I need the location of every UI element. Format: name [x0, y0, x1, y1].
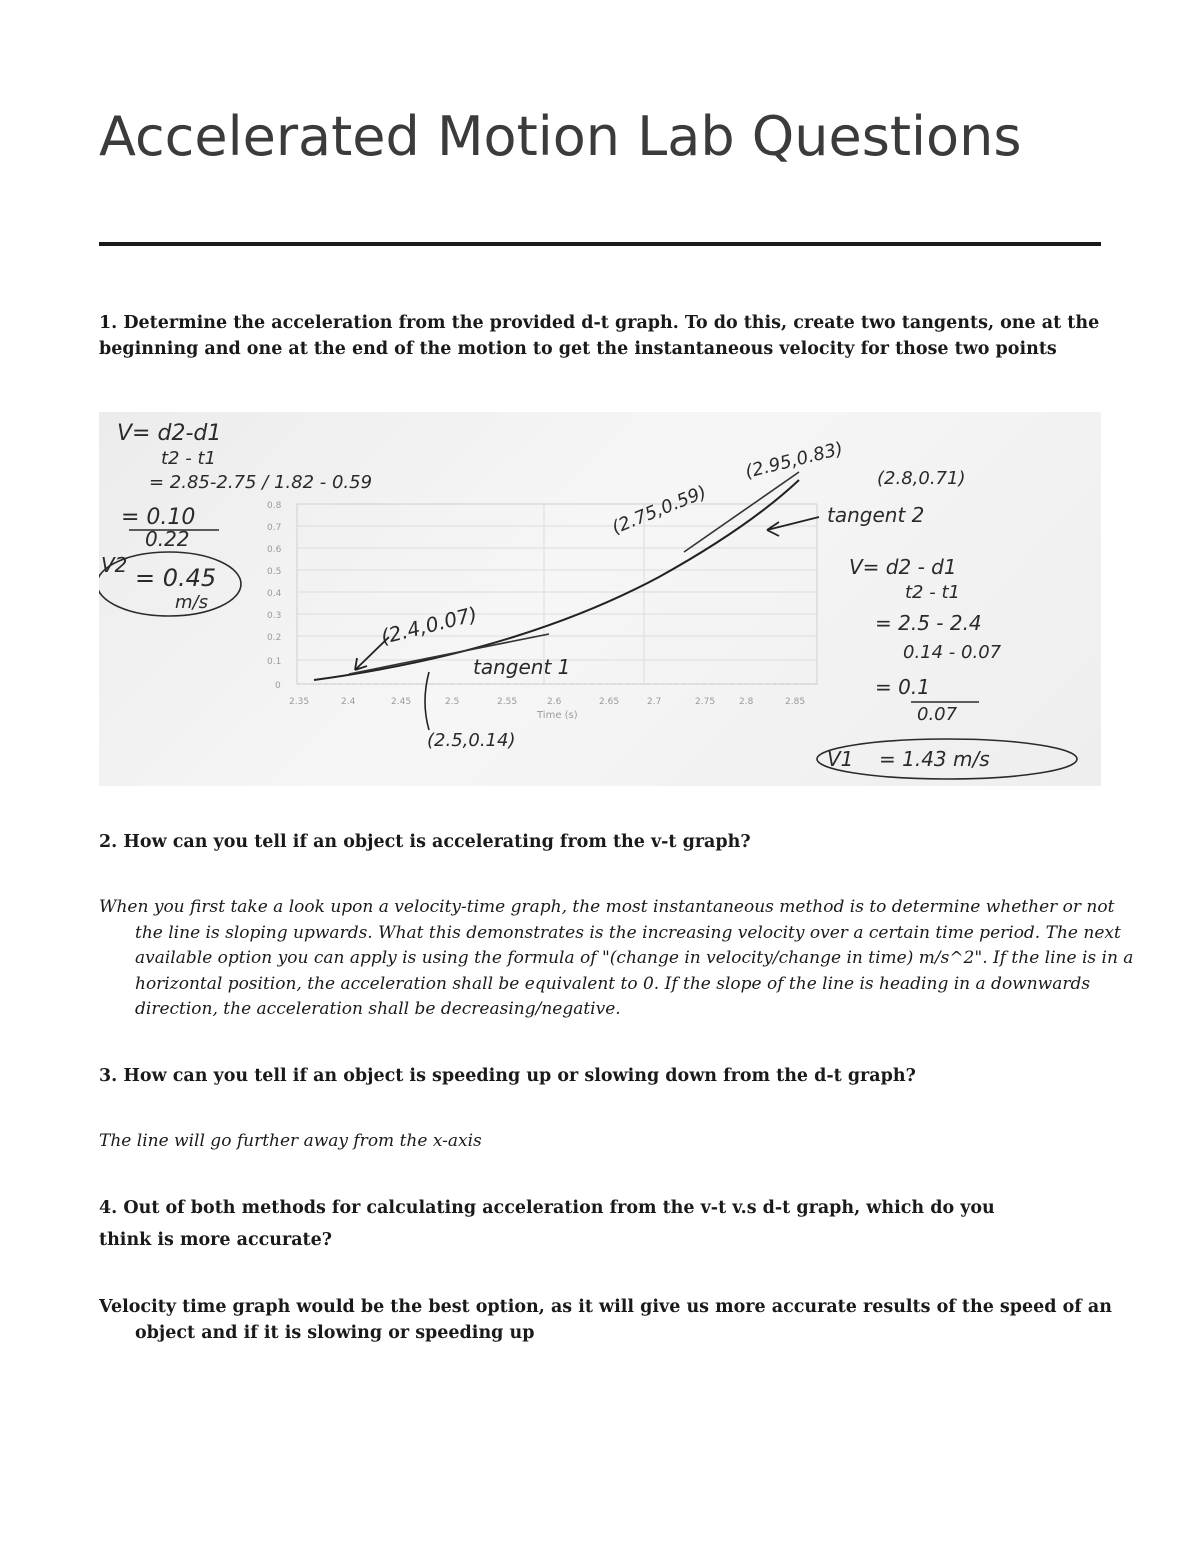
x-tick: 2.5 [445, 697, 460, 707]
x-tick: 2.8 [739, 697, 754, 707]
y-tick: 0 [275, 681, 281, 691]
x-tick: 2.6 [547, 697, 562, 707]
x-tick: 2.4 [341, 697, 356, 707]
x-tick: 2.65 [599, 697, 620, 707]
y-tick: 0.7 [267, 523, 282, 533]
right-work-line: = 1.43 m/s [879, 747, 990, 771]
x-tick: 2.75 [695, 697, 716, 707]
x-tick: 2.85 [785, 697, 806, 707]
title-rule [99, 242, 1101, 246]
right-work-line: 0.14 - 0.07 [903, 642, 1002, 663]
question-3: 3. How can you tell if an object is speeding up or slowing down from the d-t graph? [99, 1066, 916, 1086]
point-label: (2.5,0.14) [427, 730, 516, 751]
y-tick: 0.6 [267, 545, 282, 555]
left-work-line: = 2.85-2.75 / 1.82 - 0.59 [149, 472, 373, 493]
x-tick: 2.7 [647, 697, 662, 707]
right-work-line: = 0.1 [875, 675, 930, 699]
right-work-line: t2 - t1 [905, 582, 960, 603]
question-4-line-1: 4. Out of both methods for calculating acceleration from the v-t v.s d-t graph, which do you [99, 1198, 995, 1218]
answer-3: The line will go further away from the x-axis [99, 1131, 482, 1151]
question-1: 1. Determine the acceleration from the provided d-t graph. To do this, create two tangents, one at the beginning and one at the end of the motion to get the instantaneous velocity for those two points [99, 313, 1100, 359]
x-tick: 2.35 [289, 697, 310, 707]
right-work-line: V1 [827, 747, 854, 771]
right-work-line: V= d2 - d1 [849, 555, 957, 579]
point-label: (2.95,0.83) [743, 438, 846, 483]
right-work-line: = 2.5 - 2.4 [875, 611, 982, 635]
graph-photo-svg [99, 412, 1101, 786]
y-tick: 0.5 [267, 567, 282, 577]
left-work-line: = 0.10 [121, 505, 196, 530]
point-label: (2.75,0.59) [609, 481, 710, 539]
question-4-line-2: think is more accurate? [99, 1230, 333, 1250]
y-tick: 0.8 [267, 501, 282, 511]
printed-chart [267, 501, 817, 721]
bracket-mark [425, 672, 429, 730]
page-title: Accelerated Motion Lab Questions [99, 105, 1022, 168]
left-work-line: V= d2-d1 [117, 421, 222, 446]
tangent-2-label: tangent 2 [827, 503, 925, 527]
x-axis-label: Time (s) [537, 710, 578, 721]
right-work-line: 0.07 [917, 704, 958, 725]
y-tick: 0.4 [267, 589, 282, 599]
answer-4: Velocity time graph would be the best option, as it will give us more accurate results of the speed of an object and if it is slowing or speeding up [99, 1297, 1112, 1343]
left-work-line: V2 [101, 553, 128, 577]
answer-2: When you first take a look upon a velocity-time graph, the most instantaneous method is to determine whether or not the line is sloping upwards. What this demonstrates is the increasing velocity over a certain time period. The next available option you can apply is using the formula of "(change in velocity/change in time) m/s^2". If the line is in a horizontal position, the acceleration shall be equivalent to 0. If the slope of the line is heading in a downwards direction, the acceleration shall be decreasing/negative. [99, 897, 1134, 1019]
y-tick: 0.2 [267, 633, 282, 643]
handwritten-graph-photo [99, 412, 1101, 786]
y-tick: 0.3 [267, 611, 282, 621]
tangent-1-label: tangent 1 [473, 655, 571, 679]
left-work-line: t2 - t1 [161, 448, 216, 469]
question-2: 2. How can you tell if an object is accelerating from the v-t graph? [99, 832, 751, 852]
y-tick: 0.1 [267, 657, 282, 667]
x-tick: 2.45 [391, 697, 412, 707]
left-work-line: = 0.45 [135, 564, 217, 592]
motion-curve [314, 480, 799, 680]
point-label: (2.4,0.07) [378, 601, 480, 649]
left-work-line: 0.22 [145, 527, 190, 551]
point-label: (2.8,0.71) [877, 468, 966, 489]
x-tick: 2.55 [497, 697, 518, 707]
left-work-line: m/s [175, 592, 208, 613]
